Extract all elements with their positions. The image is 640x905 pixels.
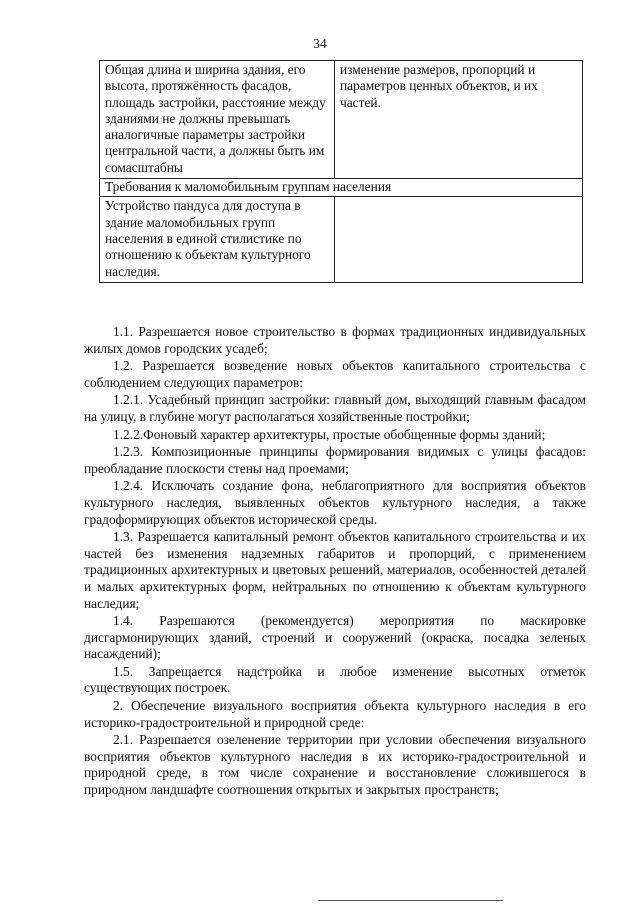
bottom-divider (318, 900, 503, 901)
paragraph: 1.2.3. Композиционные принципы формирования видимых с улицы фасадов: преобладание плоскости стены над проемами; (84, 444, 586, 476)
paragraph: 1.2.1. Усадебный принцип застройки: главный дом, выходящий главным фасадом на улицу, в глубине могут располагаться хозяйственные постройки; (84, 392, 586, 424)
paragraph: 2. Обеспечение визуального восприятия объекта культурного наследия в его историко-градостроительной и природной среде: (84, 698, 586, 730)
table-row (100, 197, 583, 282)
paragraph: 1.2.4. Исключать создание фона, неблагоприятного для восприятия объектов культурного наследия, выявленных объектов культурного наследия, а также градоформирующих объектов исторической среды. (84, 478, 586, 527)
table-cell (335, 197, 583, 282)
paragraph: 1.1. Разрешается новое строительство в формах традиционных индивидуальных жилых домов городских усадеб; (84, 324, 586, 356)
paragraph: 1.4. Разрешаются (рекомендуется) мероприятия по маскировке дисгармонирующих зданий, строений и сооружений (окраска, посадка зеленых насаждений); (84, 613, 586, 662)
page-number: 34 (313, 36, 327, 51)
paragraph: 1.2.2.Фоновый характер архитектуры, простые обобщенные формы зданий; (113, 426, 546, 442)
table-section-row (100, 179, 583, 197)
paragraph: 1.5. Запрещается надстройка и любое изменение высотных отметок существующих построек. (84, 663, 586, 696)
table-cell: Общая длина и ширина здания, его высота, протяжённость фасадов, площадь застройки, расстояние между зданиями не должны превышать аналогичные параметры застройки центральной части, а должны быть им сомасштабны (100, 61, 335, 179)
requirements-table (99, 60, 583, 283)
document-body (84, 324, 586, 800)
paragraph: 1.2. Разрешается возведение новых объектов капитального строительства с соблюдением следующих параметров: (84, 358, 586, 390)
paragraph: 1.3. Разрешается капитальный ремонт объектов капитального строительства и их частей без изменения надземных габаритов и пропорций, с применением традиционных архитектурных и цветовых решений, материалов, особенностей деталей и малых архитектурных форм, нейтральных по отношению к объектам культурного наследия; (84, 529, 586, 611)
table-cell: изменение размеров, пропорций и параметров ценных объектов, и их частей. (335, 61, 583, 179)
table-section-header: Требования к маломобильным группам населения (100, 179, 583, 197)
paragraph: 2.1. Разрешается озеленение территории при условии обеспечения визуального восприятия объектов культурного наследия в их историко-градостроительной и природной среде, в том числе сохранение и восстановление сложившегося в природном ландшафте соотношения открытых и закрытых пространств; (84, 732, 586, 798)
table-cell: Устройство пандуса для доступа в здание маломобильных групп населения в единой стилистике по отношению к объектам культурного наследия. (100, 197, 335, 282)
table-row (100, 61, 583, 179)
